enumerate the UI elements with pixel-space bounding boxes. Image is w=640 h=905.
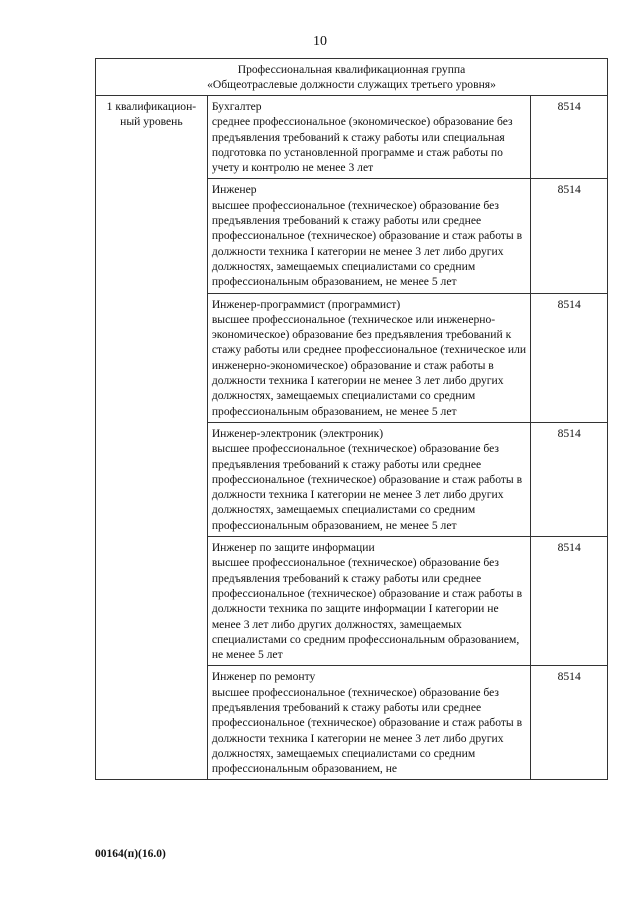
position-title: Бухгалтер — [211, 100, 262, 113]
position-description: высшее профессиональное (техническое) образование без предъявления требований к стажу работы или среднее профессиональное (техническое) образование и стаж работы в должности техника по защите информации I категории не менее 3 лет либо других должностях, замещаемых специалистами со средним профессиональным образованием, не менее 5 лет — [211, 556, 523, 662]
group-header-line1: Профессиональная квалификационная группа — [237, 63, 466, 76]
group-header-line2: «Общеотраслевые должности служащих третьего уровня» — [207, 78, 496, 91]
position-code: 8514 — [531, 179, 608, 293]
position-code: 8514 — [531, 666, 608, 780]
position-cell — [207, 422, 531, 536]
position-cell — [207, 96, 531, 179]
group-header-row — [96, 59, 608, 96]
position-cell — [207, 179, 531, 293]
group-header-cell — [96, 59, 608, 96]
position-description: среднее профессиональное (экономическое) образование без предъявления требований к стажу работы или специальная подготовка по установленной программе и стаж работы по учету и контролю не менее 3 лет — [211, 115, 513, 175]
position-code: 8514 — [531, 293, 608, 422]
position-code: 8514 — [531, 537, 608, 666]
position-title: Инженер-электроник (электроник) — [211, 426, 384, 440]
position-cell — [207, 537, 531, 666]
position-description: высшее профессиональное (техническое) образование без предъявления требований к стажу работы или среднее профессиональное (техническое) образование и стаж работы в должности техника I категории не менее 3 лет либо других должностях, замещаемых специалистами со средним профессиональным образованием, не менее 5 лет — [211, 442, 523, 532]
document-footer-code: 00164(п)(16.0) — [95, 848, 166, 860]
position-description: высшее профессиональное (техническое) образование без предъявления требований к стажу работы или среднее профессиональное (техническое) образование и стаж работы в должности техника I категории не менее 3 лет либо других должностях, замещаемых специалистами со средним профессиональным образованием, не менее 5 лет — [211, 198, 523, 289]
position-title: Инженер по ремонту — [211, 670, 316, 684]
position-code: 8514 — [531, 422, 608, 536]
page-number: 10 — [313, 34, 327, 49]
position-description: высшее профессиональное (техническое) образование без предъявления требований к стажу работы или среднее профессиональное (техническое) образование и стаж работы в должности техника I категории не менее 3 лет либо других должностях, замещаемых специалистами со средним профессиональным образованием, не — [211, 685, 523, 776]
qualification-level-cell: 1 квалификацион-ный уровень — [96, 96, 208, 780]
qualification-table — [95, 58, 608, 780]
position-title: Инженер по защите информации — [211, 541, 375, 555]
position-code: 8514 — [531, 96, 608, 179]
position-title: Инженер — [211, 183, 257, 197]
table-row — [96, 96, 608, 179]
position-title: Инженер-программист (программист) — [211, 297, 401, 311]
position-cell — [207, 293, 531, 422]
position-cell — [207, 666, 531, 780]
position-description: высшее профессиональное (техническое или инженерно-экономическое) образование без предъявления требований к стажу работы или среднее профессиональное (техническое или инженерно-экономическое) образование и стаж работы в должности техника I категории не менее 3 лет либо других должностях, замещаемых специалистами со средним профессиональным образованием, не менее 5 лет — [211, 312, 527, 418]
